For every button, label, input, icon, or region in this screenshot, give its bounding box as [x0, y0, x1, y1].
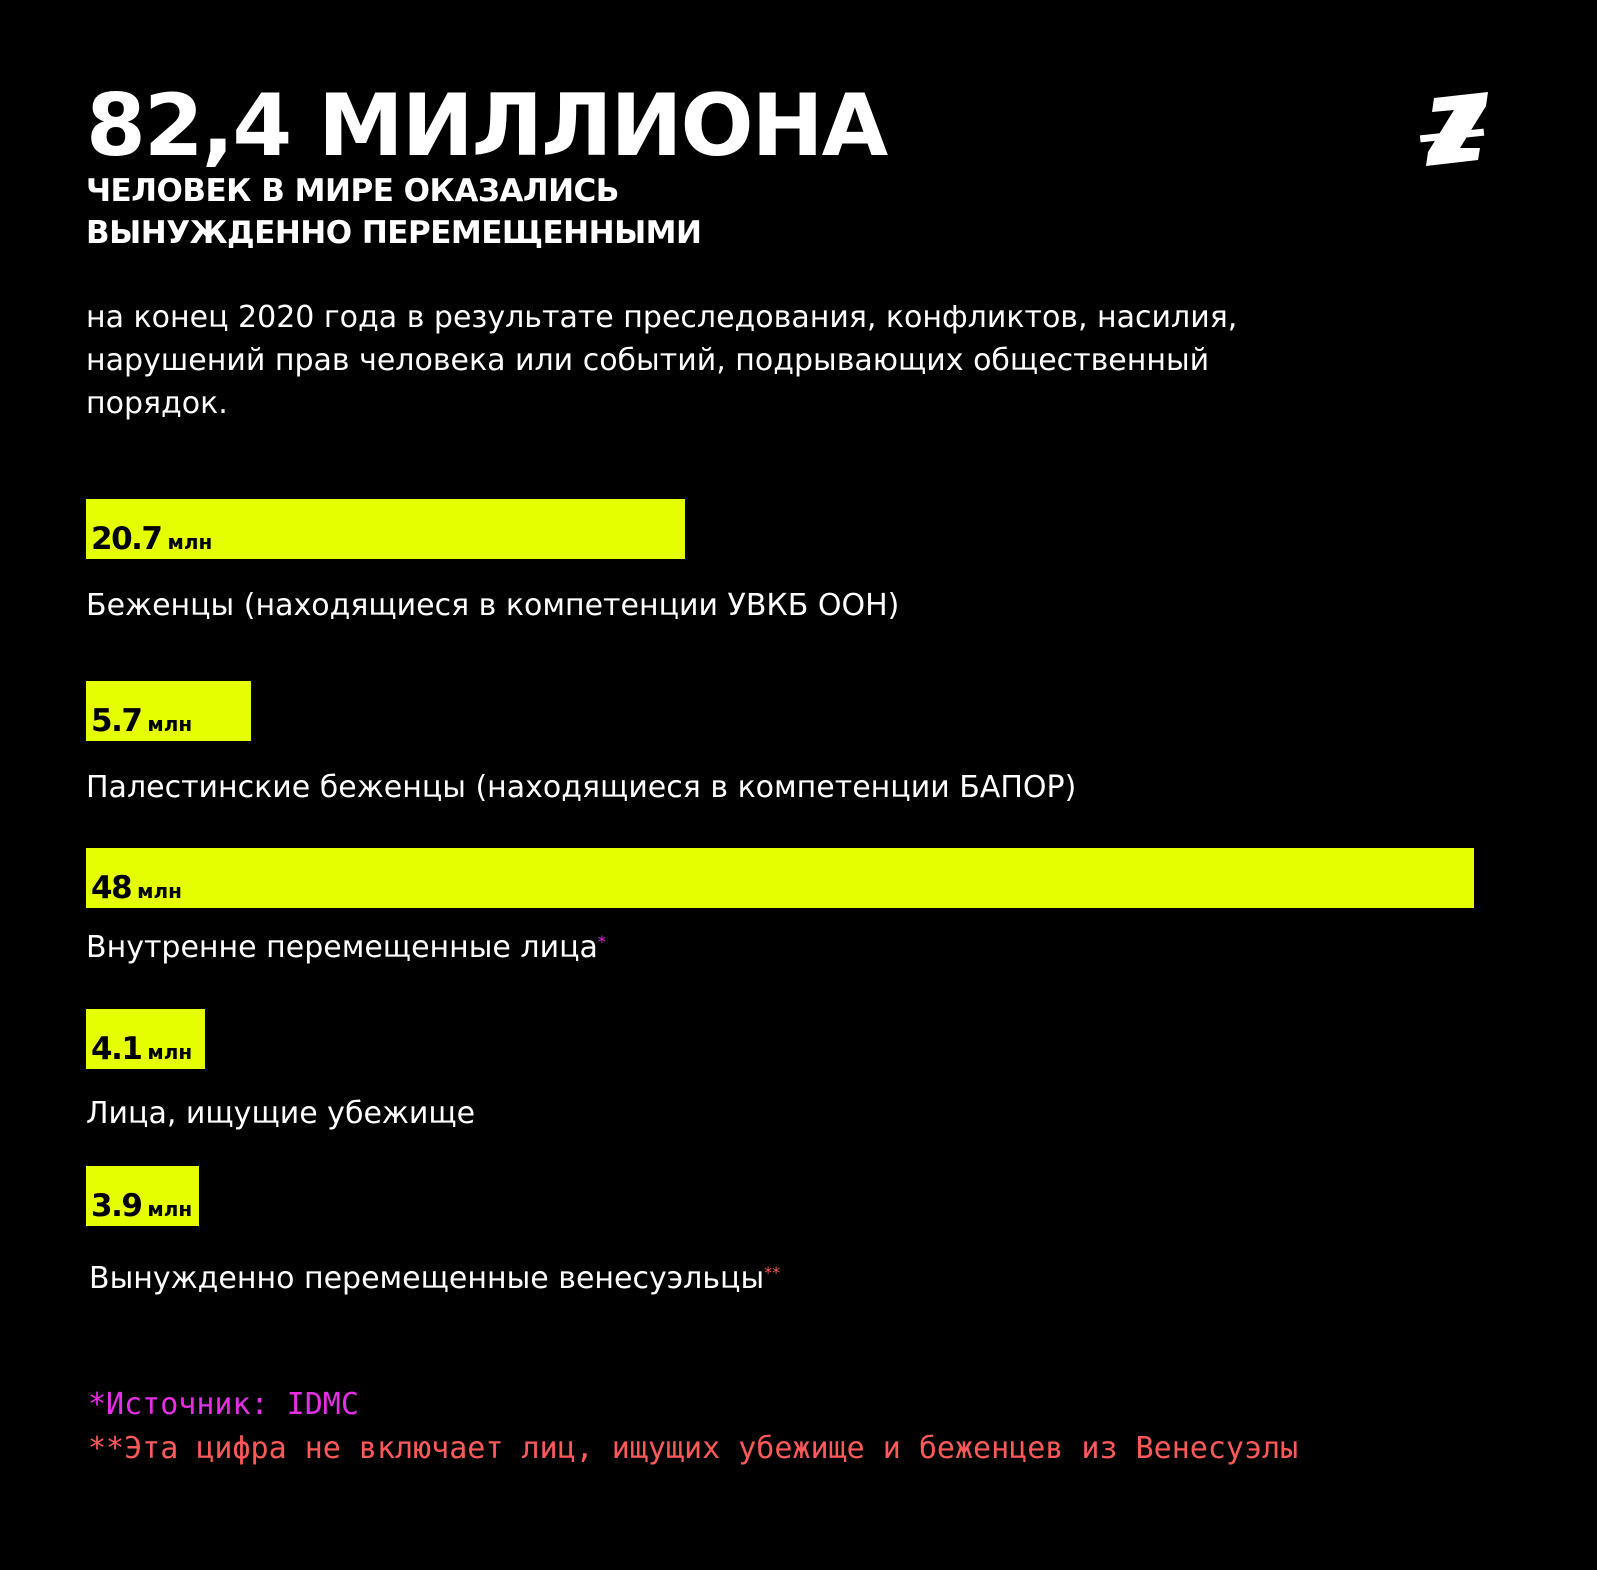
footnotes — [88, 1383, 1298, 1471]
subheadline-line-2: ВЫНУЖДЕННО ПЕРЕМЕЩЕННЫМИ — [86, 215, 702, 251]
headline: 82,4 МИЛЛИОНА — [86, 76, 887, 176]
bar-3 — [86, 848, 1474, 908]
category-label: Лица, ищущие убежище — [86, 1096, 476, 1131]
bar-value: 3.9 — [91, 1188, 142, 1224]
bar-value: 20.7 — [91, 521, 162, 557]
bar-5 — [86, 1166, 199, 1226]
bar-value-label — [91, 1031, 192, 1067]
bar-4 — [86, 1009, 205, 1069]
bar-value-label — [91, 703, 192, 739]
subheadline-line-1: ЧЕЛОВЕК В МИРЕ ОКАЗАЛИСЬ — [86, 173, 619, 209]
lead-paragraph: на конец 2020 года в результате преследования, конфликтов, насилия, нарушений прав человека или событий, подрывающих общественный порядок. — [86, 300, 1238, 421]
footnote-marker: ** — [764, 1263, 781, 1282]
bar-1 — [86, 499, 685, 559]
bar-2 — [86, 681, 251, 741]
bar-unit: млн — [147, 1040, 193, 1064]
footnote-note: **Эта цифра не включает лиц, ищущих убежище и беженцев из Венесуэлы — [88, 1431, 1299, 1466]
category-label: Палестинские беженцы (находящиеся в компетенции БАПОР) — [86, 770, 1077, 805]
bar-value-label — [91, 1188, 192, 1224]
bar-unit: млн — [147, 712, 193, 736]
footnote-marker: * — [597, 932, 606, 951]
category-label: Беженцы (находящиеся в компетенции УВКБ ООН) — [86, 588, 900, 623]
bar-value-label — [91, 870, 182, 906]
bar-unit: млн — [147, 1197, 193, 1221]
bar-value: 4.1 — [91, 1031, 142, 1067]
bar-unit: млн — [137, 879, 182, 903]
category-label: Внутренне перемещенные лица* — [86, 930, 606, 965]
category-label: Вынужденно перемещенные венесуэльцы** — [89, 1261, 781, 1296]
bar-value: 48 — [91, 870, 132, 906]
footnote-source: *Источник: IDMC — [88, 1387, 359, 1422]
bar-value-label — [91, 521, 212, 557]
bar-unit: млн — [167, 530, 213, 554]
bar-value: 5.7 — [91, 703, 142, 739]
